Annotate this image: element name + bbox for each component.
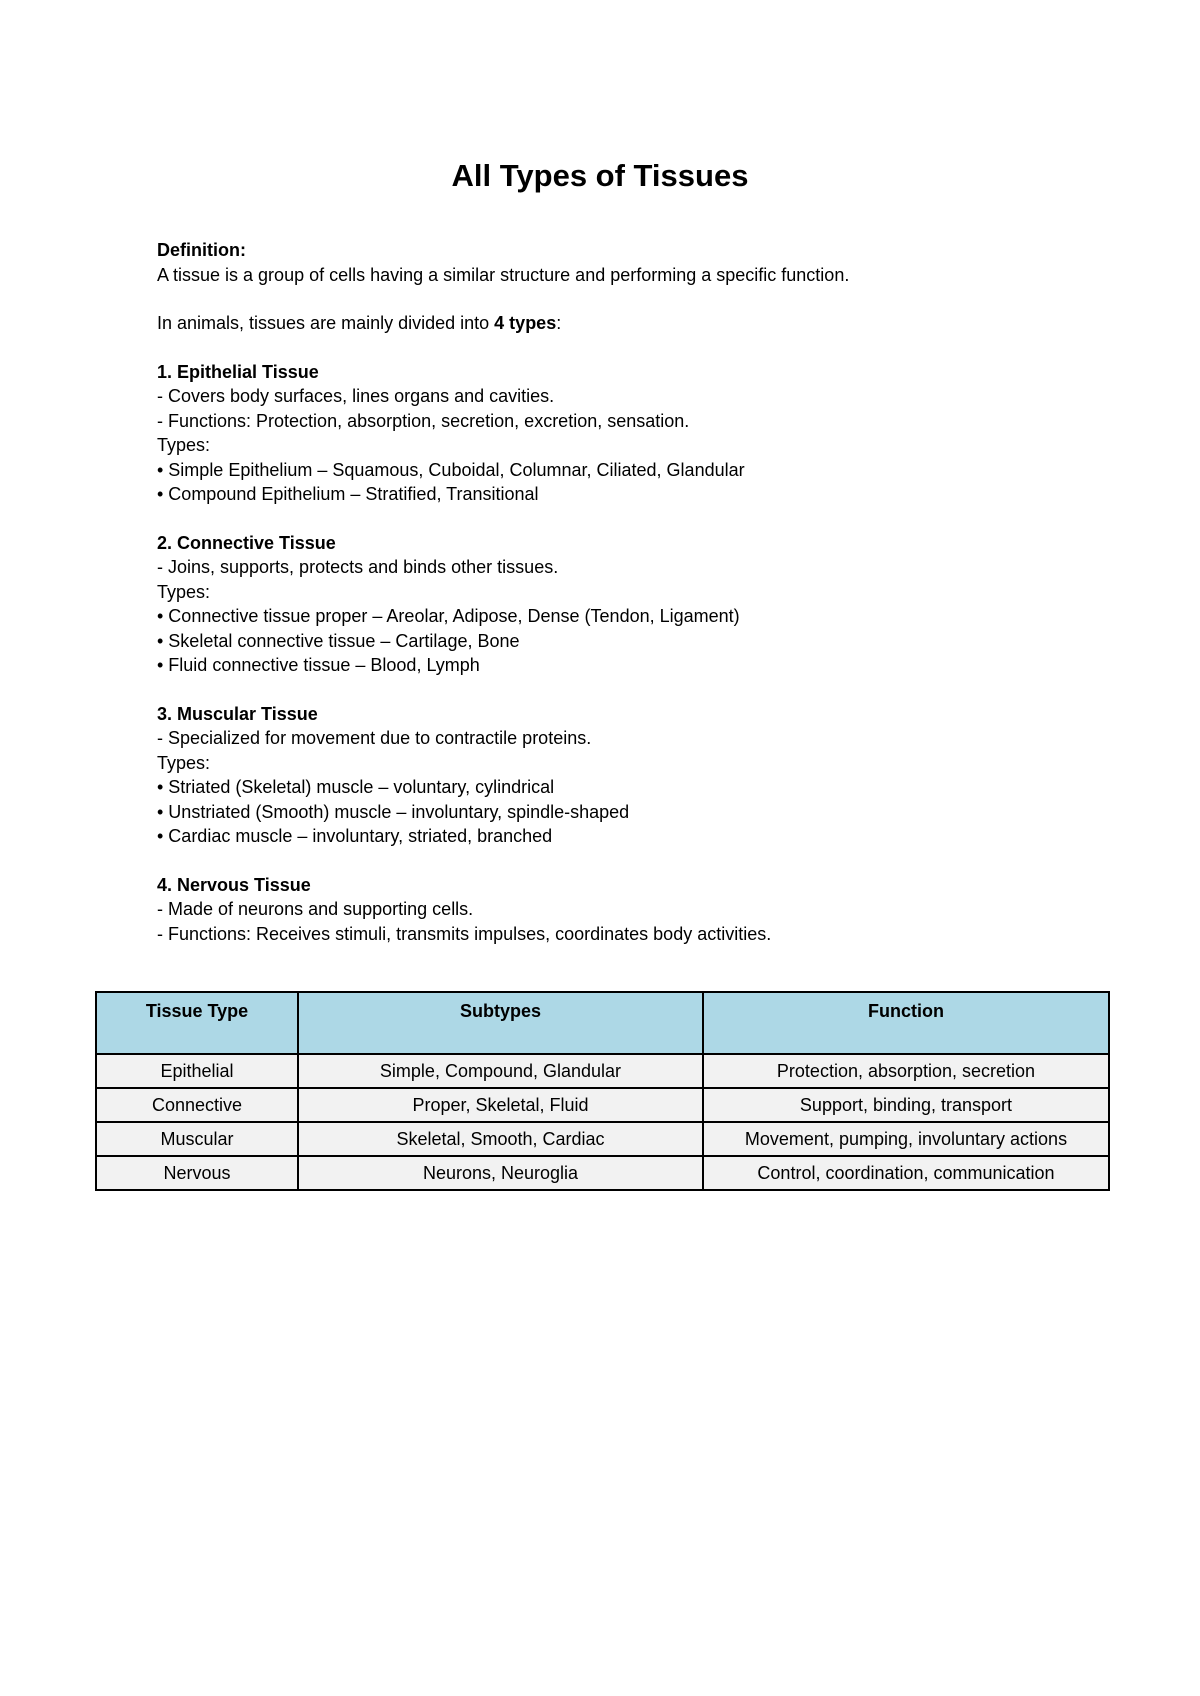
section-line: • Compound Epithelium – Stratified, Transitional [157, 484, 539, 504]
definition-text: A tissue is a group of cells having a similar structure and performing a specific function. [157, 264, 850, 285]
table-cell: Nervous [96, 1156, 298, 1190]
section-line: Types: [157, 435, 211, 455]
table-body [96, 1054, 1109, 1190]
section-line: • Simple Epithelium – Squamous, Cuboidal, Columnar, Ciliated, Glandular [157, 459, 745, 480]
section-heading: 2. Connective Tissue [157, 532, 336, 553]
table-cell: Movement, pumping, involuntary actions [703, 1122, 1109, 1156]
table-cell: Skeletal, Smooth, Cardiac [298, 1122, 703, 1156]
spacer [157, 507, 1117, 531]
section-line: Types: [157, 752, 211, 773]
spacer [157, 287, 1117, 311]
section-line: • Fluid connective tissue – Blood, Lymph [157, 655, 480, 675]
section-line: - Covers body surfaces, lines organs and cavities. [157, 386, 555, 406]
table-row [96, 1156, 1109, 1190]
section-line: • Skeletal connective tissue – Cartilage, Bone [157, 630, 520, 651]
definition-heading: Definition: [157, 240, 246, 260]
table-cell: Simple, Compound, Glandular [298, 1054, 703, 1088]
page-title: All Types of Tissues [451, 158, 749, 193]
section-line: - Specialized for movement due to contractile proteins. [157, 728, 592, 748]
table-row [96, 1122, 1109, 1156]
table-header-row [96, 992, 1109, 1054]
spacer [157, 849, 1117, 873]
section-line: - Made of neurons and supporting cells. [157, 899, 474, 919]
tissue-summary-table [95, 991, 1110, 1191]
header-tissue-type: Tissue Type [96, 992, 298, 1054]
intro-line [157, 311, 1117, 336]
table-cell: Neurons, Neuroglia [298, 1156, 703, 1190]
section-heading: 3. Muscular Tissue [157, 703, 318, 724]
section-line: • Connective tissue proper – Areolar, Adipose, Dense (Tendon, Ligament) [157, 606, 740, 626]
section-line: • Striated (Skeletal) muscle – voluntary, cylindrical [157, 777, 555, 797]
table-cell: Support, binding, transport [703, 1088, 1109, 1122]
section-heading: 1. Epithelial Tissue [157, 361, 319, 382]
section-line: • Cardiac muscle – involuntary, striated, branched [157, 826, 553, 846]
table-cell: Control, coordination, communication [703, 1156, 1109, 1190]
spacer [157, 678, 1117, 702]
table-cell: Protection, absorption, secretion [703, 1054, 1109, 1088]
header-function: Function [703, 992, 1109, 1054]
document-body [157, 238, 1117, 946]
section-heading: 4. Nervous Tissue [157, 874, 311, 895]
intro-before: In animals, tissues are mainly divided into [157, 313, 495, 333]
table-cell: Epithelial [96, 1054, 298, 1088]
section-line: Types: [157, 581, 211, 602]
section-line: • Unstriated (Smooth) muscle – involuntary, spindle-shaped [157, 801, 630, 822]
table-cell: Proper, Skeletal, Fluid [298, 1088, 703, 1122]
intro-bold: 4 types [494, 313, 557, 333]
table-cell: Connective [96, 1088, 298, 1122]
table-row [96, 1088, 1109, 1122]
intro-after: : [556, 313, 562, 333]
header-subtypes: Subtypes [298, 992, 703, 1054]
section-line: - Joins, supports, protects and binds other tissues. [157, 557, 559, 577]
section-line: - Functions: Protection, absorption, secretion, excretion, sensation. [157, 410, 690, 431]
table-row [96, 1054, 1109, 1088]
tissue-sections [157, 336, 1117, 947]
section-line: - Functions: Receives stimuli, transmits impulses, coordinates body activities. [157, 923, 772, 944]
spacer [157, 336, 1117, 360]
table-cell: Muscular [96, 1122, 298, 1156]
